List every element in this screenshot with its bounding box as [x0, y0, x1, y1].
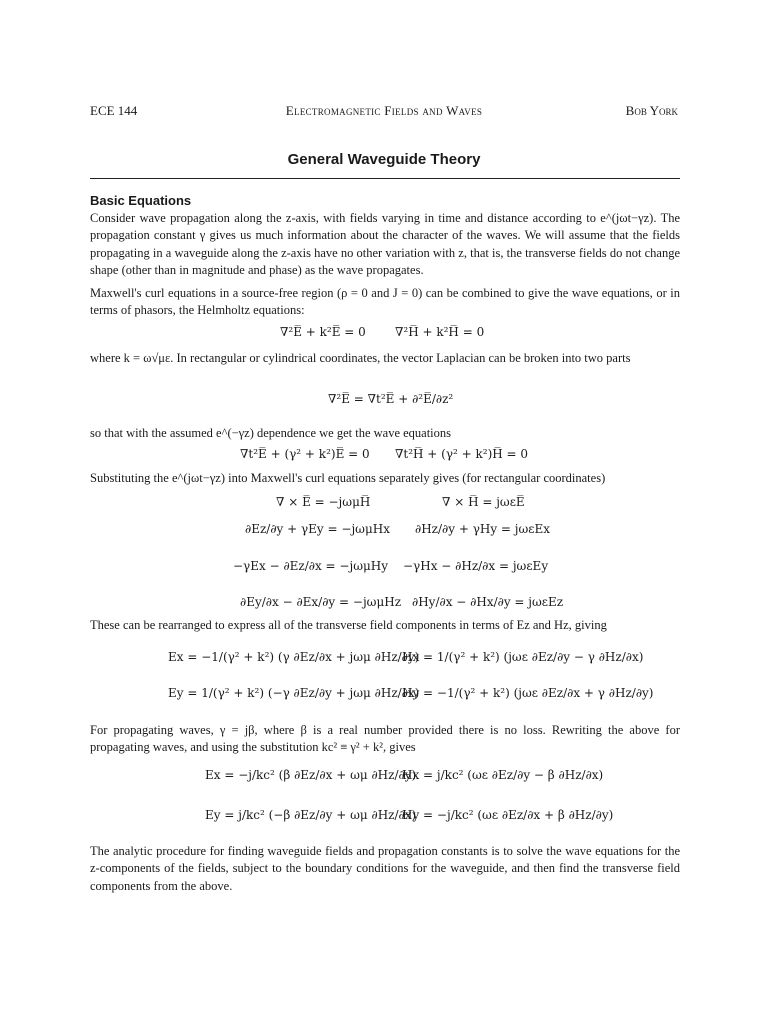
curl-h: ∇ × H̅ = jωεE̅	[442, 495, 525, 509]
helmholtz-e-equation: ∇²E̅ + k²E̅ = 0	[280, 325, 366, 339]
laplacian-equation: ∇²E̅ = ∇t²E̅ + ∂²E̅/∂z²	[328, 392, 454, 406]
running-header	[90, 103, 678, 119]
curl-row2-right: −γHx − ∂Hz/∂x = jωεEy	[403, 559, 549, 573]
paragraph-substitution: Substituting the e^(jωt−γz) into Maxwell's curl equations separately gives (for rectangular coordinates)	[90, 471, 606, 485]
course-subject: Electromagnetic Fields and Waves	[285, 103, 483, 118]
propagating-ex: Ex = −j/kc² (β ∂Ez/∂x + ωμ ∂Hz/∂y)	[205, 768, 417, 782]
section-heading: Basic Equations	[90, 193, 192, 208]
wave-equation-e: ∇t²E̅ + (γ² + k²)E̅ = 0	[240, 447, 370, 461]
transverse-hx: Hx = 1/(γ² + k²) (jωε ∂Ez/∂y − γ ∂Hz/∂x)	[402, 650, 644, 664]
paragraph-laplacian: where k = ω√με. In rectangular or cylindrical coordinates, the vector Laplacian can be broken into two parts	[90, 351, 631, 365]
curl-equations	[90, 495, 680, 625]
curl-e: ∇ × E̅ = −jωμH̅	[276, 495, 371, 509]
propagating-field-equations	[90, 768, 680, 828]
transverse-ex: Ex = −1/(γ² + k²) (γ ∂Ez/∂x + jωμ ∂Hz/∂y)	[168, 650, 420, 664]
paragraph-procedure: The analytic procedure for finding waveguide fields and propagation constants is to solve the wave equations for the z-components of the fields, subject to the boundary conditions for the waveguide, and then find the transverse field components from the above.	[90, 844, 680, 893]
author-name: Bob York	[625, 103, 678, 118]
propagating-hy: Hy = −j/kc² (ωε ∂Ez/∂x + β ∂Hz/∂y)	[402, 808, 614, 822]
curl-row1-left: ∂Ez/∂y + γEy = −jωμHx	[245, 522, 390, 536]
propagating-ey: Ey = j/kc² (−β ∂Ez/∂y + ωμ ∂Hz/∂x)	[205, 808, 417, 822]
propagating-hx: Hx = j/kc² (ωε ∂Ez/∂y − β ∂Hz/∂x)	[402, 768, 604, 782]
paragraph-transverse: These can be rearranged to express all of the transverse field components in terms of Ez and Hz, giving	[90, 618, 607, 632]
course-code: ECE 144	[90, 103, 138, 118]
curl-row3-right: ∂Hy/∂x − ∂Hx/∂y = jωεEz	[412, 595, 564, 609]
title-rule	[90, 178, 680, 179]
paragraph-propagating: For propagating waves, γ = jβ, where β is a real number provided there is no loss. Rewriting the above for propagating waves, and using the substitution kc² ≡ γ² + k², gives	[90, 723, 680, 755]
paragraph-maxwell: Maxwell's curl equations in a source-free region (ρ = 0 and J = 0) can be combined to give the wave equations, or in terms of phasors, the Helmholtz equations:	[90, 286, 680, 318]
helmholtz-equations	[90, 325, 680, 343]
paragraph-intro: Consider wave propagation along the z-axis, with fields varying in time and distance according to e^(jωt−γz). The propagation constant γ gives us much information about the character of the waves. We will assume that the fields propagating in a waveguide along the z-axis have no other variation with z, that is, the transverse fields do not change shape (other than in magnitude and phase) as the wave propagates.	[90, 211, 680, 277]
wave-equation-h: ∇t²H̅ + (γ² + k²)H̅ = 0	[395, 447, 529, 461]
paragraph-wave-eq-intro: so that with the assumed e^(−γz) dependence we get the wave equations	[90, 426, 452, 440]
helmholtz-h-equation: ∇²H̅ + k²H̅ = 0	[395, 325, 485, 339]
wave-equations	[90, 447, 680, 465]
laplacian-equation-row	[90, 392, 680, 414]
transverse-ey: Ey = 1/(γ² + k²) (−γ ∂Ez/∂y + jωμ ∂Hz/∂x)	[168, 686, 420, 700]
transverse-field-equations	[90, 650, 680, 710]
transverse-hy: Hy = −1/(γ² + k²) (jωε ∂Ez/∂x + γ ∂Hz/∂y)	[402, 686, 654, 700]
curl-row3-left: ∂Ey/∂x − ∂Ex/∂y = −jωμHz	[240, 595, 402, 609]
page-title: General Waveguide Theory	[287, 151, 481, 168]
curl-row2-left: −γEx − ∂Ez/∂x = −jωμHy	[233, 559, 389, 573]
curl-row1-right: ∂Hz/∂y + γHy = jωεEx	[415, 522, 551, 536]
